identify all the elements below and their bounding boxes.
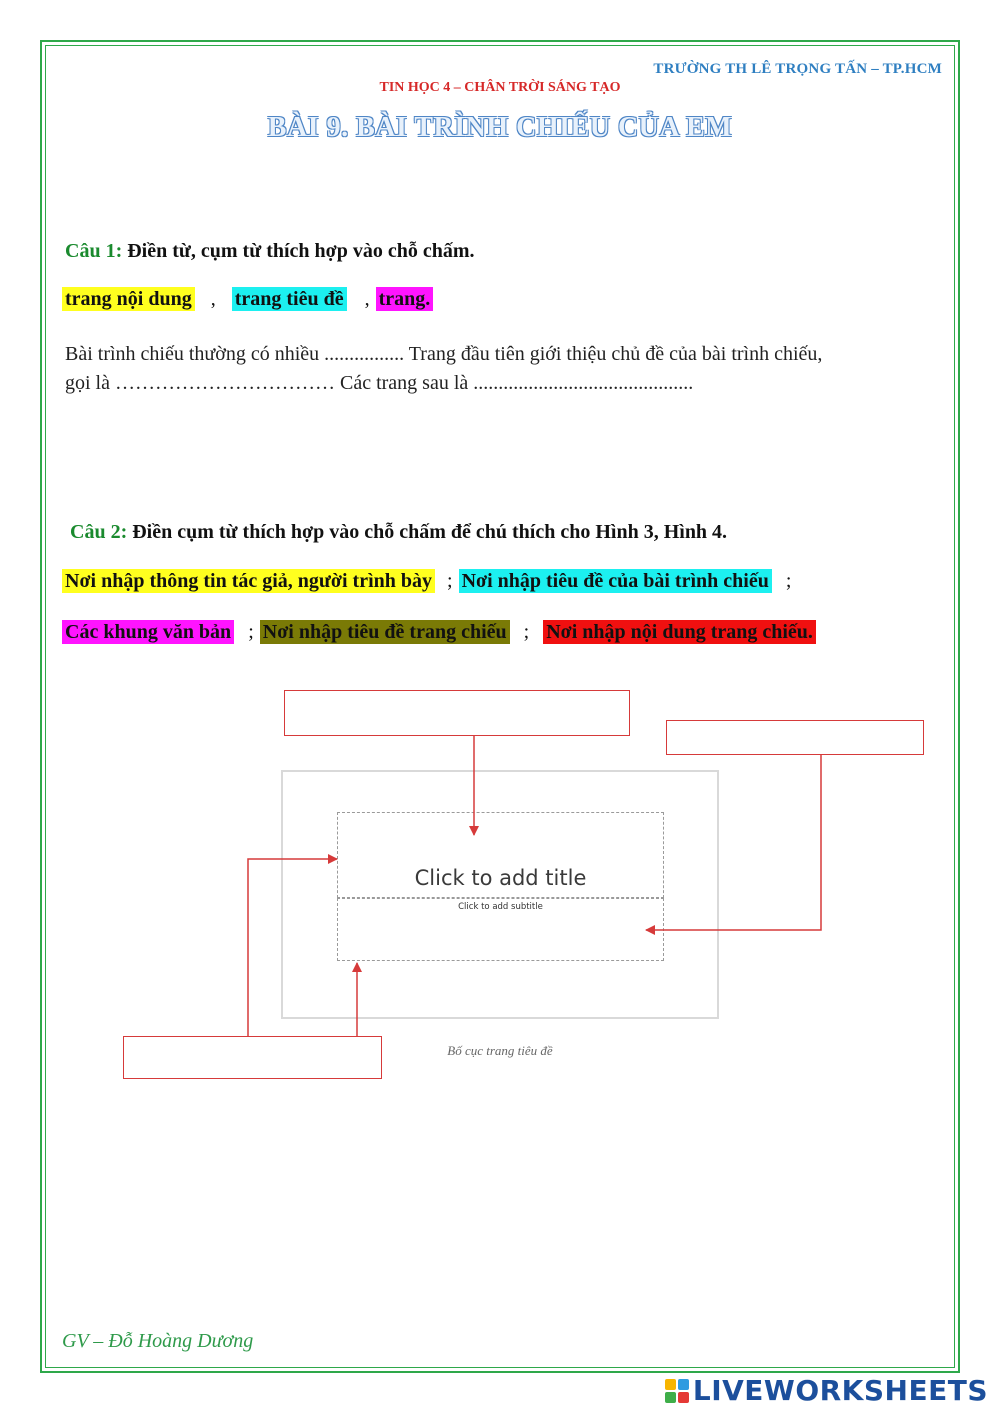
liveworksheets-brand-text: LIVEWORKSHEETS	[692, 1374, 988, 1407]
q1-separator: ,	[210, 288, 216, 310]
question-1-line-1: Bài trình chiếu thường có nhiều ................ Trang đầu tiên giới thiệu chủ đề của bài trình chiếu,	[65, 343, 823, 365]
q2-separator: ;	[447, 570, 453, 592]
answer-box-right[interactable]	[666, 720, 924, 755]
figure-caption: Bố cục trang tiêu đề	[447, 1043, 553, 1058]
q2-separator: ;	[248, 621, 254, 643]
q1-option-trang-noi-dung[interactable]: trang nội dung	[62, 287, 195, 311]
question-2-word-bank-row-2	[62, 621, 816, 644]
question-2-word-bank-row-1	[62, 570, 791, 593]
liveworksheets-brand[interactable]	[665, 1374, 988, 1407]
q1-separator: ,	[364, 288, 370, 310]
school-name: TRƯỜNG TH LÊ TRỌNG TẤN – TP.HCM	[653, 61, 942, 77]
q2-option-thong-tin-tac-gia[interactable]: Nơi nhập thông tin tác giả, người trình bày	[62, 569, 435, 593]
q2-option-tieu-de-trang-chieu[interactable]: Nơi nhập tiêu đề trang chiếu	[260, 620, 510, 644]
q2-option-noi-dung-trang-chieu[interactable]: Nơi nhập nội dung trang chiếu.	[543, 620, 816, 644]
question-2-heading	[70, 521, 727, 544]
q2-separator: ;	[523, 621, 530, 643]
question-2-number: Câu 2:	[70, 521, 128, 543]
lesson-title: BÀI 9. BÀI TRÌNH CHIẾU CỦA EM	[267, 112, 733, 143]
q2-separator: ;	[785, 570, 792, 592]
course-name	[0, 80, 1000, 96]
question-1-heading	[65, 240, 475, 263]
answer-box-top[interactable]	[284, 690, 630, 736]
q1-option-trang-tieu-de[interactable]: trang tiêu đề	[232, 287, 347, 311]
liveworksheets-logo-icon	[665, 1379, 689, 1403]
question-1-line-2: gọi là …………………………… Các trang sau là ............................................	[65, 372, 694, 394]
question-2-prompt: Điền cụm từ thích hợp vào chỗ chấm để chú thích cho Hình 3, Hình 4.	[132, 521, 728, 543]
teacher-name: GV – Đỗ Hoàng Dương	[62, 1330, 254, 1352]
subtitle-placeholder-text: Click to add subtitle	[458, 902, 543, 912]
question-1-number: Câu 1:	[65, 240, 123, 262]
q1-option-trang[interactable]: trang.	[376, 287, 434, 311]
course-name-text: TIN HỌC 4 – CHÂN TRỜI SÁNG TẠO	[379, 80, 621, 95]
title-placeholder-text: Click to add title	[414, 866, 587, 890]
q2-option-khung-van-ban[interactable]: Các khung văn bản	[62, 620, 234, 644]
q2-option-tieu-de-bai-trinh-chieu[interactable]: Nơi nhập tiêu đề của bài trình chiếu	[459, 569, 772, 593]
question-1-prompt: Điền từ, cụm từ thích hợp vào chỗ chấm.	[127, 240, 475, 262]
question-1-word-bank	[62, 288, 433, 311]
